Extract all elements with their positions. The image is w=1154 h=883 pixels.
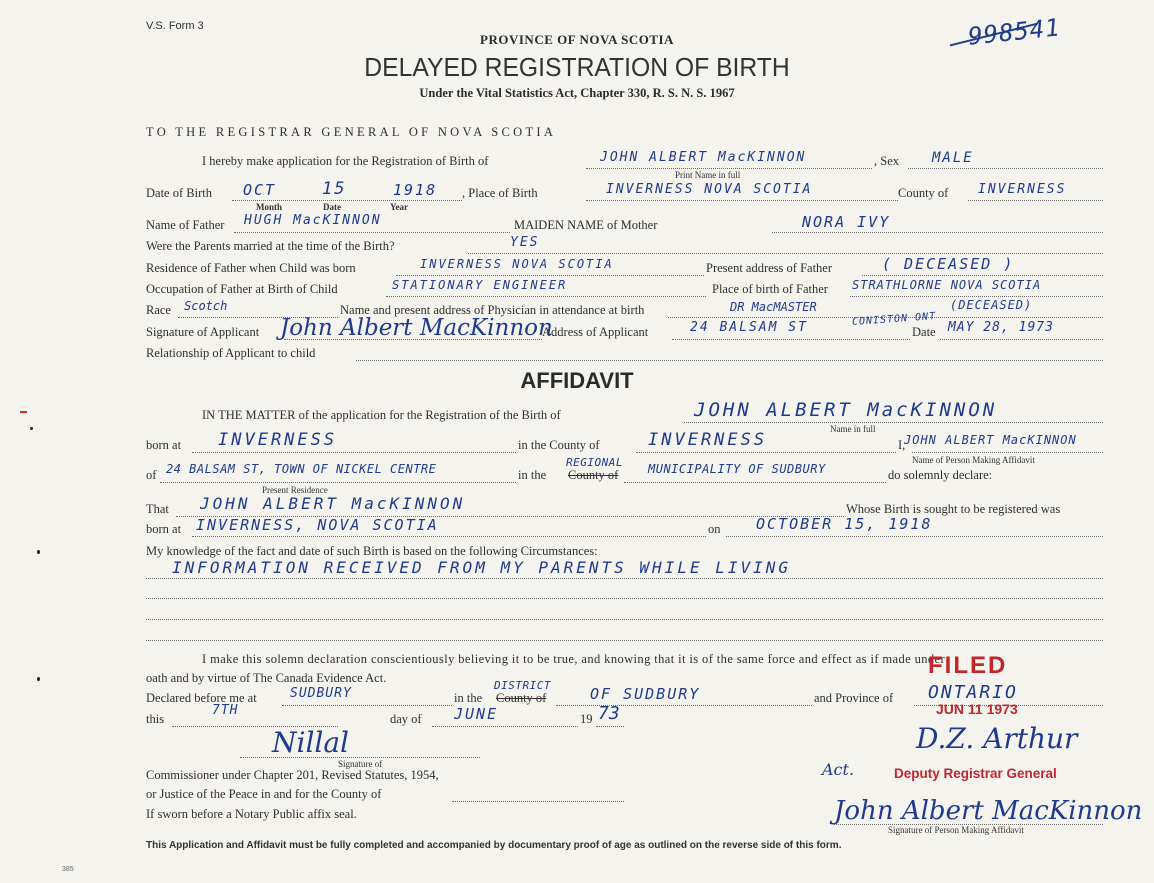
pob-father-value: STRATHLORNE NOVA SCOTIA — [852, 278, 1042, 292]
district-value: DISTRICT — [494, 679, 551, 692]
addr-applicant-value: 24 BALSAM ST — [690, 320, 808, 335]
filed-stamp-date: JUN 11 1973 — [936, 701, 1018, 717]
month-value: JUNE — [454, 705, 499, 723]
print-name-caption: Print Name in full — [675, 170, 741, 180]
regional-value: REGIONAL — [566, 456, 623, 469]
person-caption: Name of Person Making Affidavit — [912, 455, 1035, 465]
in-county-value: INVERNESS — [648, 430, 768, 450]
this-label: this — [146, 712, 165, 726]
matter-label: IN THE MATTER of the application for the Registration of the Birth of — [202, 408, 561, 422]
margin-speck — [37, 677, 40, 681]
of-value: 24 BALSAM ST, TOWN OF NICKEL CENTRE — [166, 462, 437, 476]
county-struck2-label: County of — [496, 691, 547, 705]
addressee-line: TO THE REGISTRAR GENERAL OF NOVA SCOTIA — [146, 125, 557, 139]
occupation-value: STATIONARY ENGINEER — [392, 278, 568, 292]
in-the-label: in the — [518, 468, 547, 482]
present-father-label: Present address of Father — [706, 261, 833, 275]
date-caption: Date — [323, 202, 341, 212]
applicant-signature: John Albert MacKinnon — [280, 315, 553, 341]
sex-value: MALE — [932, 150, 974, 166]
occupation-label: Occupation of Father at Birth of Child — [146, 282, 338, 296]
province-label: and Province of — [814, 691, 894, 705]
acting-initials: Act. — [822, 760, 855, 779]
corner-code: 385 — [62, 866, 74, 873]
justice-label: or Justice of the Peace in and for the County of — [146, 787, 382, 801]
form-subtitle: Under the Vital Statistics Act, Chapter 330, R. S. N. S. 1967 — [419, 86, 735, 100]
present-father-value: ( DECEASED ) — [882, 255, 1015, 273]
born-at-value: INVERNESS — [218, 430, 338, 450]
sig-person-caption: Signature of Person Making Affidavit — [888, 825, 1024, 835]
that-value: JOHN ALBERT MacKINNON — [200, 494, 466, 513]
pob-value: INVERNESS NOVA SCOTIA — [606, 182, 813, 197]
notary-label: If sworn before a Notary Public affix seal. — [146, 807, 357, 821]
married-value: YES — [510, 235, 540, 250]
knowledge-value: INFORMATION RECEIVED FROM MY PARENTS WHILE LIVING — [172, 558, 792, 577]
apply-label: I hereby make application for the Registration of Birth of — [202, 154, 489, 168]
addr-applicant-label: Address of Applicant — [542, 325, 649, 339]
whose-birth-label: Whose Birth is sought to be registered was — [846, 502, 1061, 516]
county-label: County of — [898, 186, 949, 200]
margin-mark — [20, 411, 27, 413]
physician-label: Name and present address of Physician in attendance at birth — [340, 303, 645, 317]
relationship-label: Relationship of Applicant to child — [146, 346, 316, 360]
declared-value: SUDBURY — [290, 686, 352, 701]
declared-label: Declared before me at — [146, 691, 257, 705]
dob-label: Date of Birth — [146, 186, 212, 200]
pob-label: , Place of Birth — [462, 186, 538, 200]
date-label: Date — [912, 325, 936, 339]
year-caption: Year — [390, 202, 408, 212]
dob-day-value: 15 — [322, 179, 347, 199]
in-county-label: in the County of — [518, 438, 600, 452]
father-value: HUGH MacKINNON — [244, 213, 382, 228]
county-struck-label: County of — [568, 468, 619, 482]
province-heading: PROVINCE OF NOVA SCOTIA — [480, 32, 674, 47]
that-label: That — [146, 502, 169, 516]
maiden-value: NORA IVY — [802, 213, 891, 231]
margin-speck — [37, 550, 40, 554]
commissioner-label: Commissioner under Chapter 201, Revised Statutes, 1954, — [146, 768, 439, 782]
affidavit-heading: AFFIDAVIT — [520, 368, 634, 393]
municipality-value: MUNICIPALITY OF SUDBURY — [648, 462, 826, 476]
of-label: of — [146, 468, 157, 482]
day-of-label: day of — [390, 712, 422, 726]
race-value: Scotch — [184, 299, 228, 313]
month-caption: Month — [256, 202, 283, 212]
i-value: JOHN ALBERT MacKINNON — [904, 433, 1077, 447]
i-label: I, — [898, 438, 906, 452]
dob-year-value: 1918 — [393, 181, 438, 199]
solemn-line-1: I make this solemn declaration conscientiously believing it to be true, and knowing that it is of the same force and effect as if made under — [202, 652, 946, 666]
physician-value: DR MacMASTER — [730, 300, 817, 314]
footer-instruction: This Application and Affidavit must be fully completed and accompanied by documentary proof of age as outlined on the reverse side of this form. — [146, 840, 842, 851]
child-name-value: JOHN ALBERT MacKINNON — [600, 150, 807, 165]
date-value: MAY 28, 1973 — [948, 320, 1054, 335]
deputy-registrar-label: Deputy Registrar General — [894, 766, 1057, 781]
residence-father-label: Residence of Father when Child was born — [146, 261, 356, 275]
name-in-full-caption: Name in full — [830, 424, 876, 434]
on-value: OCTOBER 15, 1918 — [756, 515, 933, 533]
residence-caption: Present Residence — [262, 485, 328, 495]
signature-of-caption: Signature of — [338, 759, 383, 769]
sex-label: , Sex — [874, 154, 899, 168]
residence-father-value: INVERNESS NOVA SCOTIA — [420, 257, 614, 271]
pob-father-label: Place of birth of Father — [712, 282, 828, 296]
born-at-label: born at — [146, 438, 182, 452]
this-value: 7TH — [212, 703, 239, 718]
nineteen-label: 19 — [580, 712, 593, 726]
declarant-signature: John Albert MacKinnon — [834, 796, 1143, 826]
filed-stamp: FILED — [928, 652, 1008, 679]
commissioner-signature: Nillal — [272, 726, 350, 759]
province-value: ONTARIO — [928, 682, 1018, 703]
race-label: Race — [146, 303, 171, 317]
form-title: DELAYED REGISTRATION OF BIRTH — [364, 52, 790, 82]
registration-number: 998541 — [966, 13, 1062, 51]
matter-value: JOHN ALBERT MacKINNON — [694, 399, 998, 421]
declare-label: do solemnly declare: — [888, 468, 993, 482]
sig-applicant-label: Signature of Applicant — [146, 325, 260, 339]
maiden-label: MAIDEN NAME of Mother — [514, 218, 658, 232]
physician-status-value: (DECEASED) — [950, 298, 1033, 312]
born-at2-value: INVERNESS, NOVA SCOTIA — [196, 516, 439, 534]
dob-month-value: OCT — [243, 181, 277, 199]
father-label: Name of Father — [146, 218, 225, 232]
year-value: 73 — [598, 703, 620, 724]
county-value: INVERNESS — [978, 182, 1067, 197]
margin-speck — [30, 427, 33, 430]
of-sudbury-value: OF SUDBURY — [590, 685, 701, 703]
registrar-signature: D.Z. Arthur — [916, 722, 1078, 755]
knowledge-label: My knowledge of the fact and date of such Birth is based on the following Circumstances: — [146, 544, 598, 558]
form-number: V.S. Form 3 — [146, 20, 204, 32]
married-label: Were the Parents married at the time of the Birth? — [146, 239, 395, 253]
solemn-line-2: oath and by virtue of The Canada Evidence Act. — [146, 671, 387, 685]
in-the2-label: in the — [454, 691, 483, 705]
born-at2-label: born at — [146, 522, 182, 536]
addr-extra-value: CONISTON ONT — [851, 311, 937, 328]
on-label: on — [708, 522, 721, 536]
